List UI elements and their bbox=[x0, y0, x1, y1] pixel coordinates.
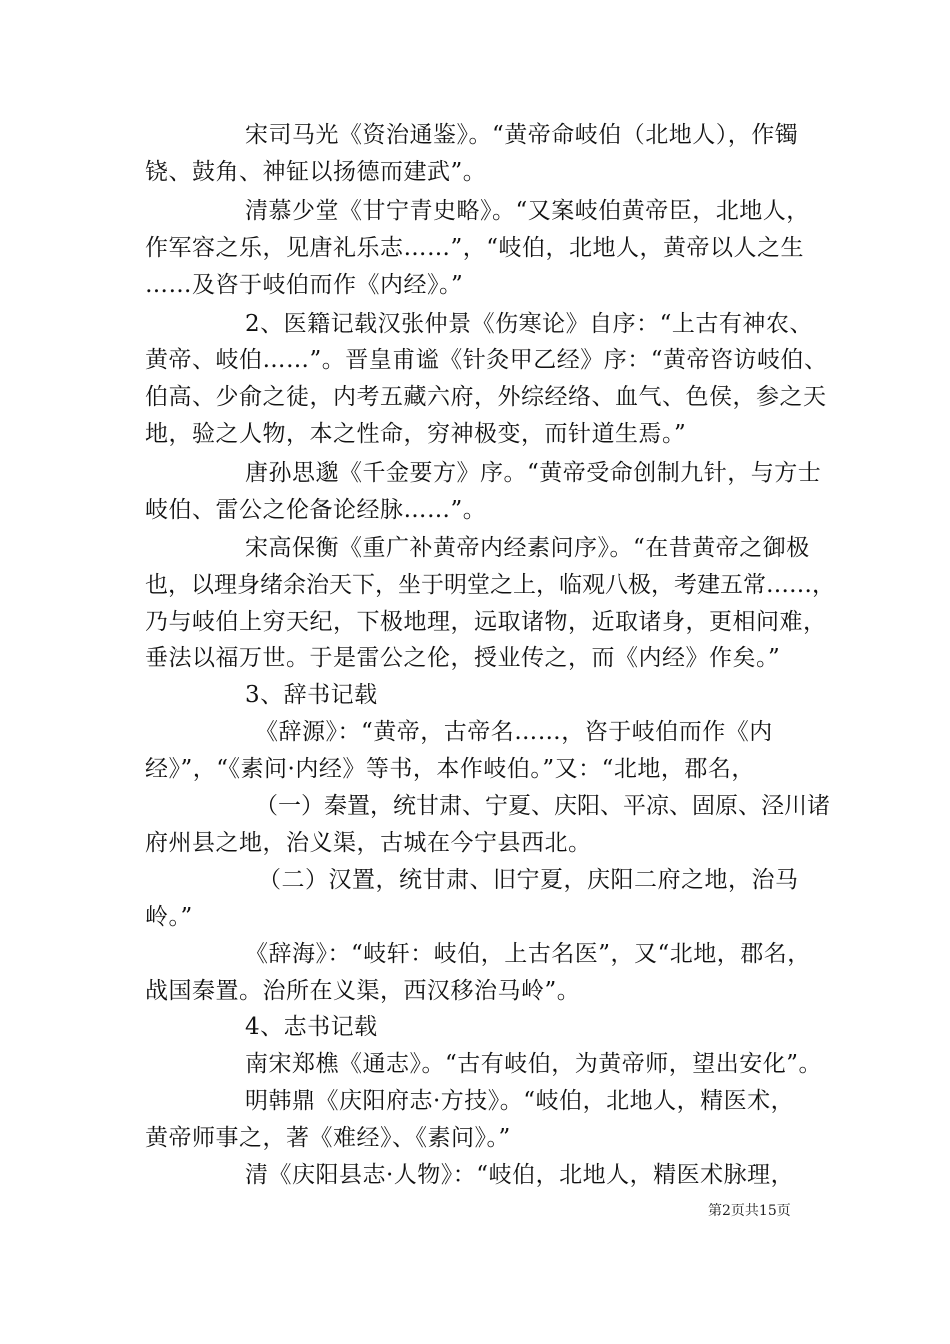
text-line: 铙、鼓角、神钲以扬德而建武”。 bbox=[145, 159, 487, 185]
text-line: 作军容之乐，见唐礼乐志……”，“岐伯，北地人，黄帝以人之生 bbox=[145, 235, 805, 261]
text-line: 明韩鼎《庆阳府志·方技》。“岐伯，北地人，精医术， bbox=[245, 1088, 795, 1114]
text-line: 战国秦置。治所在义渠，西汉移治马岭”。 bbox=[145, 978, 581, 1004]
text-line: 地，验之人物，本之性命，穷神极变，而针道生焉。” bbox=[145, 421, 687, 447]
text-line: （二）汉置，统甘肃、旧宁夏，庆阳二府之地，治马 bbox=[258, 867, 799, 893]
text-line: 2、医籍记载汉张仲景《伤寒论》自序：“上古有神农、 bbox=[245, 311, 813, 337]
text-line: 清《庆阳县志·人物》：“岐伯，北地人，精医术脉理， bbox=[245, 1162, 795, 1188]
text-line: 乃与岐伯上穷天纪，下极地理，远取诸物，近取诸身，更相问难， bbox=[145, 609, 827, 635]
section-heading: 4、志书记载 bbox=[245, 1014, 378, 1040]
page-number-footer: 第2页共15页 bbox=[708, 1203, 791, 1219]
text-line: 南宋郑樵《通志》。“古有岐伯，为黄帝师，望出安化”。 bbox=[245, 1051, 823, 1077]
text-line: 伯高、少俞之徒，内考五藏六府，外综经络、血气、色侯，参之天 bbox=[145, 384, 827, 410]
text-line: 经》”，“《素问·内经》等书，本作岐伯。”又：“北地，郡名， bbox=[145, 756, 755, 782]
text-line: 岭。” bbox=[145, 904, 193, 930]
text-line: 唐孙思邈《千金要方》序。“黄帝受命创制九针，与方士 bbox=[245, 460, 822, 486]
text-line: 《辞海》：“岐轩：岐伯，上古名医”，又“北地，郡名， bbox=[245, 941, 811, 967]
text-line: （一）秦置，统甘肃、宁夏、庆阳、平凉、固原、泾川诸 bbox=[255, 793, 830, 819]
text-line: 清慕少堂《甘宁青史略》。“又案岐伯黄帝臣，北地人， bbox=[245, 198, 810, 224]
text-line: 《辞源》：“黄帝，古帝名……，咨于岐伯而作《内 bbox=[255, 719, 773, 745]
text-line: 宋司马光《资治通鉴》。“黄帝命岐伯（北地人），作镯 bbox=[245, 122, 799, 148]
text-line: 府州县之地，治义渠，古城在今宁县西北。 bbox=[145, 830, 592, 856]
text-line: 黄帝师事之，著《难经》、《素问》。” bbox=[145, 1125, 511, 1151]
text-line: 岐伯、雷公之伦备论经脉……”。 bbox=[145, 497, 487, 523]
text-line: 垂法以福万世。于是雷公之伦，授业传之，而《内经》作矣。” bbox=[145, 645, 781, 671]
text-line: 宋高保衡《重广补黄帝内经素问序》。“在昔黄帝之御极 bbox=[245, 535, 810, 561]
text-line: ……及咨于岐伯而作《内经》。” bbox=[145, 272, 464, 298]
section-heading: 3、辞书记载 bbox=[245, 682, 378, 708]
text-line: 黄帝、岐伯……”。晋皇甫谧《针灸甲乙经》序：“黄帝咨访岐伯、 bbox=[145, 347, 828, 373]
text-line: 也，以理身绪余治天下，坐于明堂之上，临观八极，考建五常……， bbox=[145, 572, 835, 598]
